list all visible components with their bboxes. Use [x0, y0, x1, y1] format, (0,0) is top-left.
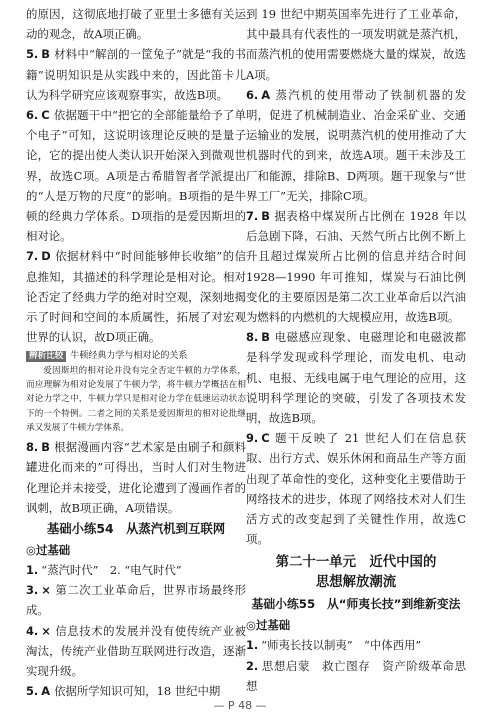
note-body: 爱因斯坦的相对论并没有完全否定牛顿的力学体系，而应理解为相对论发展了牛顿力学，将牛顿力学概括在相对论力学之中，牛顿力学只是相对论力学在低速运动状态下的一个特例。二者之间的关系是爱因斯坦的相对论批继承又发展了牛顿力学体系。 — [26, 365, 246, 433]
answer-explanation: 据表格中煤炭所占比例在 1928 年以后急剧下降，石油、天然气所占比例不断上升且超过煤炭所占比例的信息并结合时间 1928—1990 年可推知，煤炭与石油比例变化的主要原因是第二次工业革命后以汽油为燃料的内燃机的大规模应用，故选B项。 — [246, 209, 466, 325]
answer-7 — [26, 246, 246, 347]
answer-letter: B — [41, 47, 50, 62]
question-number: 8. — [26, 440, 39, 455]
note-tag: 辨析比较 — [26, 351, 66, 362]
answer-8 — [246, 327, 466, 428]
answer-explanation: 蒸汽机的使用带动了铁制机器的发明，促进了机械制造业、冶金采矿业、交通运输业的发展，说明蒸汽机的使用推动了大机器时代的到来，故选A项。题干未涉及工厂和能源，排除B、D两项。题干现象与“世界工厂”无关，排除C项。 — [246, 87, 466, 203]
answer-8 — [26, 437, 246, 518]
answer-letter: B — [261, 330, 270, 345]
answer-1 — [246, 635, 466, 655]
answer-6 — [246, 85, 466, 206]
answer-9 — [246, 428, 466, 549]
answer-explanation: 依据题干中“把它的全部能量给予了单个电子”可知，这说明该理论反映的是量子论，它的提出使人类认识开始深入到微观世界，故选C项。A项是古希腊智者学派提出的“人是万物的尺度”的影响。B项指的是牛顿的经典力学体系。D项指的是爱因斯坦的相对论。 — [26, 108, 246, 244]
question-number: 1. — [26, 563, 39, 578]
answer-text: 思想启蒙 救亡图存 资产阶级革命思想 — [246, 658, 466, 693]
answer-4 — [26, 621, 246, 682]
answer-letter: D — [41, 249, 51, 264]
question-number: 6. — [246, 87, 259, 102]
answer-explanation: 依据所学知识可知，18 世纪中期 — [54, 684, 221, 699]
answer-explanation: 依据材料中“时间能够伸长收缩”的信息推知，其描述的科学理论是相对论。相对论否定了经典力学的绝对时空观，深刻地揭示了时间和空间的本质属性，拓展了对宏观世界的认识，故D项正确。 — [26, 249, 246, 345]
left-column — [26, 4, 246, 701]
question-number: 2. — [246, 658, 259, 673]
comparison-note — [26, 349, 246, 435]
answer-explanation: 题干反映了 21 世纪人们在信息获取、出行方式、娱乐休闲和商品生产等方面出现了革命性的变化，这种变化主要借助于网络技术的进步，体现了网络技术对人们生活方式的改变起到了关键性作用，故选C项。 — [246, 431, 466, 547]
answer-letter: C — [41, 108, 50, 123]
answer-letter: A — [41, 684, 51, 699]
question-number: 9. — [246, 431, 259, 446]
question-number: 7. — [246, 209, 259, 224]
answer-7 — [246, 206, 466, 327]
answer-letter: B — [41, 440, 50, 455]
paragraph: 到 19 世纪中期英国率先进行了工业革命，其中最具有代表性的一项发明就是蒸汽机，而蒸汽机的使用需要燃烧大量的煤炭，故选A项。 — [246, 7, 466, 82]
note-title: 牛顿经典力学与相对论的关系 — [70, 351, 188, 362]
answer-mark: × — [41, 583, 51, 598]
question-number: 5. — [26, 684, 39, 699]
answer-text: “师夷长技以制夷” “中体西用” — [261, 638, 422, 653]
answer-3 — [26, 580, 246, 620]
question-number: 8. — [246, 330, 259, 345]
answer-explanation: 材料中“解剖的一筐兔子”就是“我的书籍”说明知识是从实践中来的，因此笛卡儿认为科学研究应该观察事实，故选B项。 — [26, 47, 246, 102]
question-number: 6. — [26, 108, 39, 123]
answer-explanation: 信息技术的发展并没有使传统产业被淘汰，传统产业借助互联网进行改造，逐渐实现升级。 — [26, 623, 246, 679]
question-number: 5. — [26, 47, 39, 62]
section-title: 基础小练54 从蒸汽机到互联网 — [46, 521, 226, 537]
paragraph: 的原因，这彻底地打破了亚里士多德有关运动的观念，故A项正确。 — [26, 7, 246, 42]
unit-title-line-1: 第二十一单元 近代中国的 — [275, 555, 437, 571]
answer-explanation: 第二次工业革命后，世界市场最终形成。 — [26, 583, 246, 618]
subsection-title: ◎过基础 — [246, 618, 291, 633]
answer-1-2 — [26, 560, 246, 580]
answer-explanation: 电磁感应现象、电磁理论和电磁波都是科学发现或科学理论，而发电机、电动机、电报、无线电属于电气理论的应用，这说明科学理论的突破，引发了各项技术发明，故选B项。 — [246, 330, 466, 426]
answer-6 — [26, 105, 246, 246]
question-number: 3. — [26, 583, 39, 598]
answer-2 — [246, 656, 466, 696]
section-title: 基础小练55 从“师夷长技”到维新变法 — [251, 597, 461, 612]
answer-explanation: 根据漫画内容“艺术家是由刷子和颜料罐进化而来的”可得出，当时人们对生物进化理论并未接受，进化论遭到了漫画作者的讽刺，故B项正确，A项错误。 — [26, 440, 246, 515]
page-number: — P 48 — — [213, 699, 267, 712]
subsection-title: ◎过基础 — [26, 543, 71, 558]
answer-letter: A — [261, 87, 271, 102]
answer-5 — [26, 44, 246, 105]
answer-letter: C — [261, 431, 270, 446]
answer-text: “蒸汽时代” 2. “电气时代” — [41, 563, 182, 578]
question-number: 4. — [26, 623, 39, 638]
question-number: 1. — [246, 638, 259, 653]
right-column — [246, 4, 466, 696]
question-number: 7. — [26, 249, 39, 264]
answer-letter: B — [261, 209, 270, 224]
unit-title-line-2: 思想解放潮流 — [315, 575, 397, 591]
answer-mark: × — [41, 623, 51, 638]
